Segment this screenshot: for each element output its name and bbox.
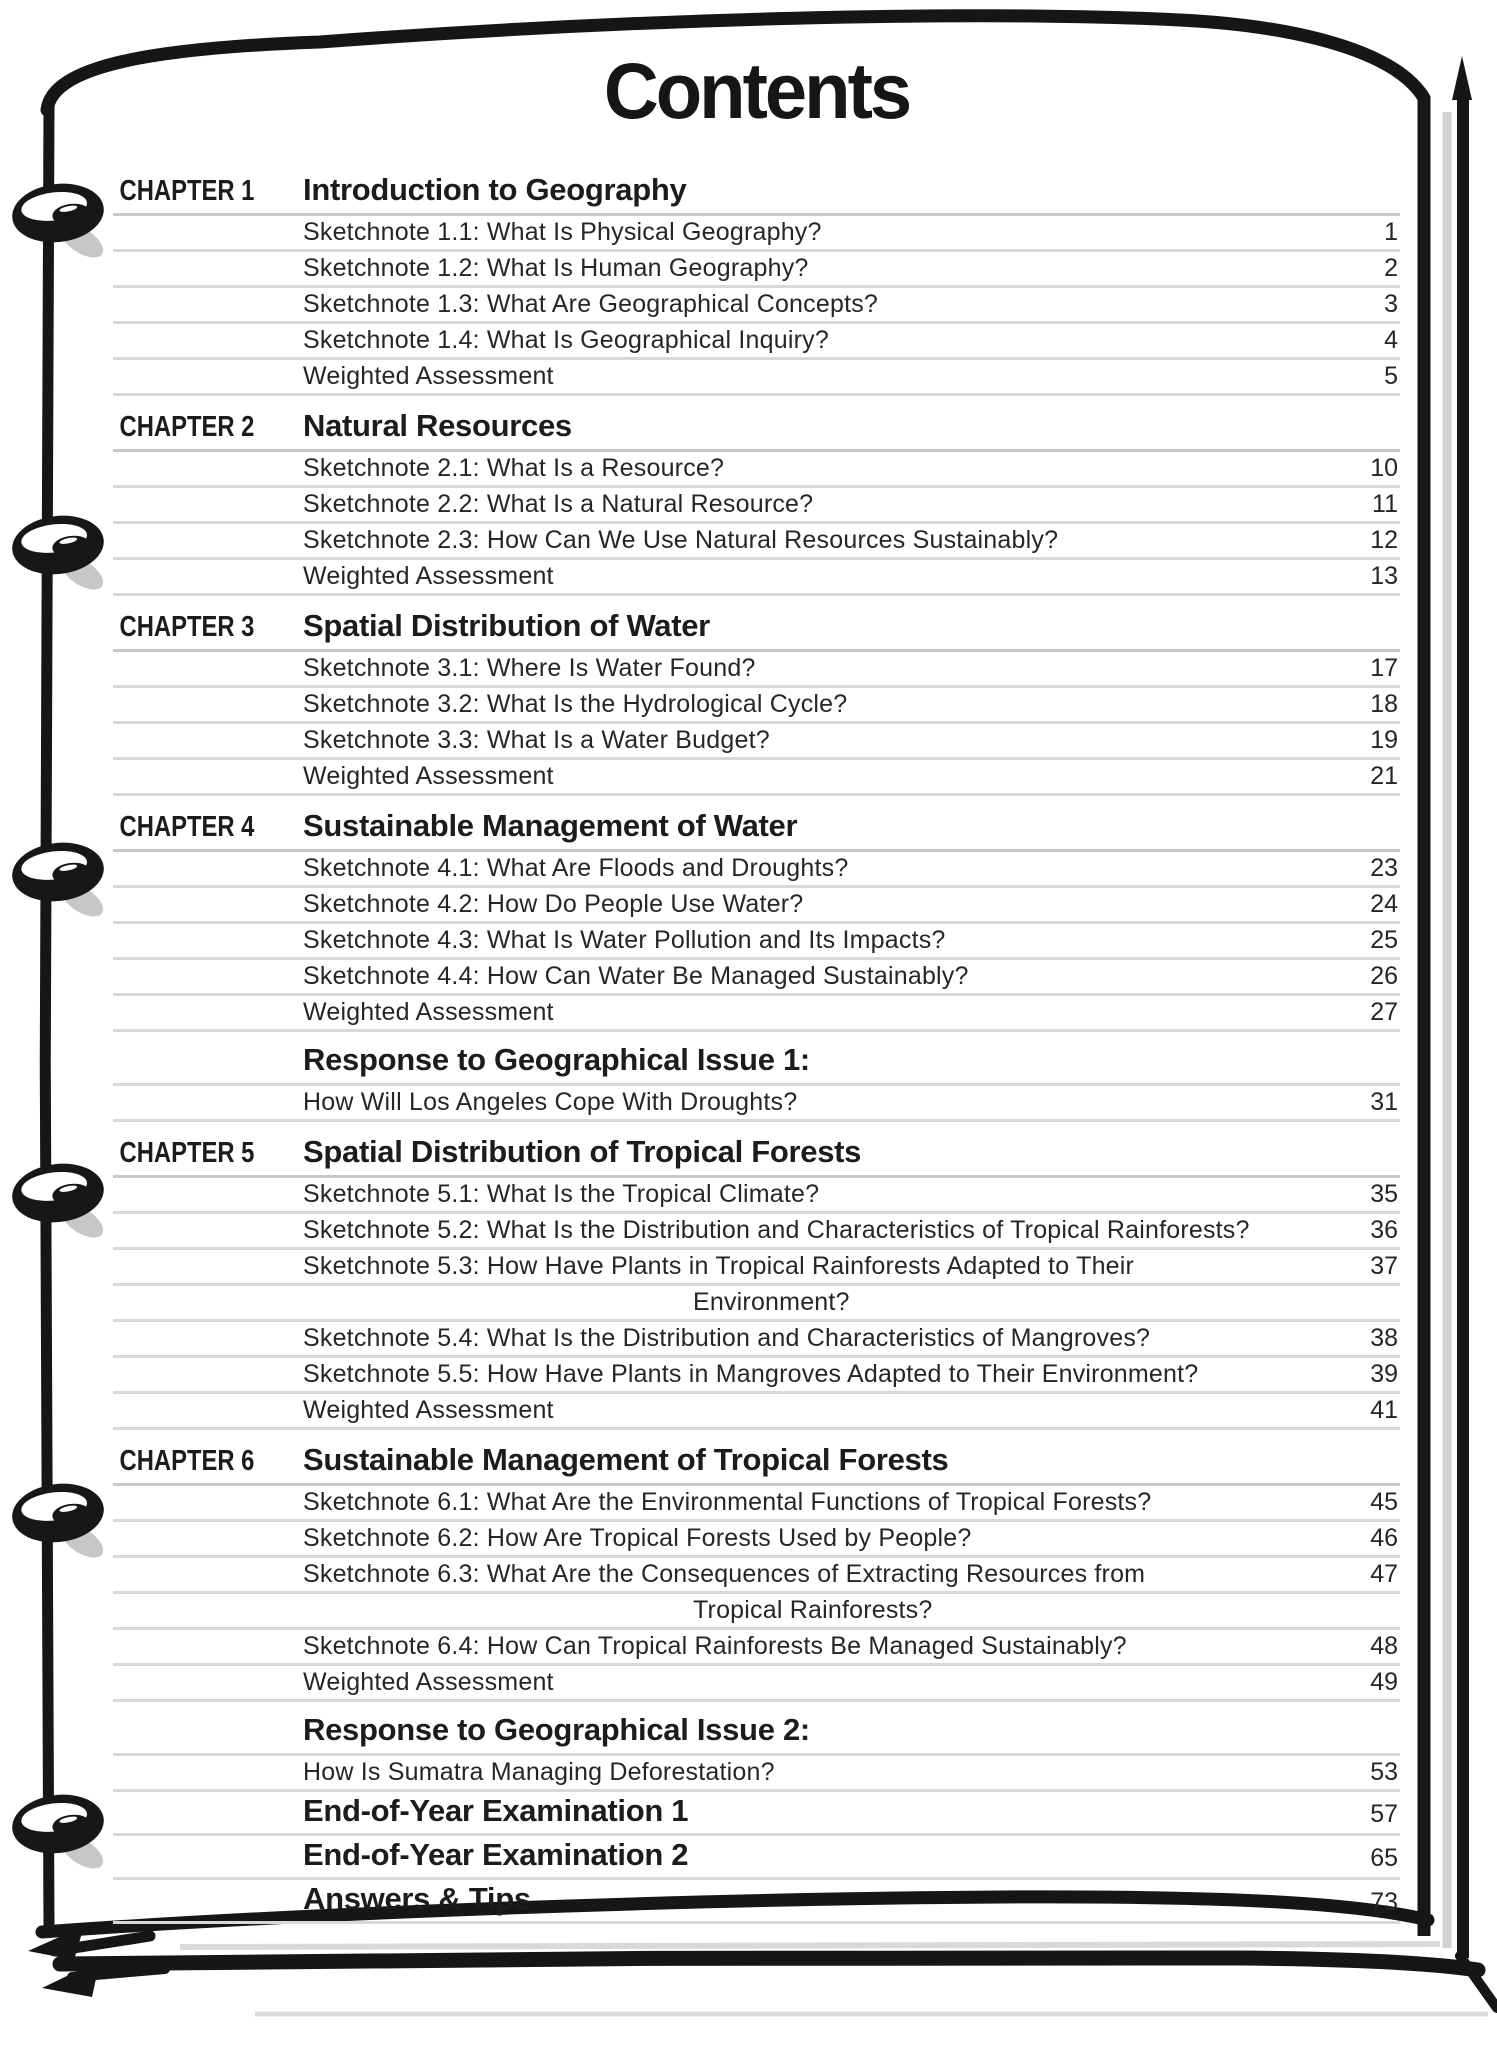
back-matter-title: Answers & Tips: [303, 1881, 531, 1916]
chapter-title: Sustainable Management of Tropical Forests: [303, 1442, 949, 1477]
page-number: 23: [1370, 854, 1398, 882]
chapter-title: Natural Resources: [303, 408, 572, 443]
entry-text: Sketchnote 6.4: How Can Tropical Rainforests Be Managed Sustainably?: [303, 1632, 1127, 1660]
entry-text: Sketchnote 1.4: What Is Geographical Inquiry?: [303, 326, 829, 354]
entry-text: Sketchnote 2.1: What Is a Resource?: [303, 454, 725, 482]
page-number: 5: [1384, 362, 1398, 390]
page-number: 48: [1370, 1632, 1398, 1660]
page-number: 21: [1370, 762, 1398, 790]
toc-entry: [113, 996, 1400, 1032]
toc-entry: [113, 1522, 1400, 1558]
page-edge-lines: [1424, 56, 1497, 2008]
toc-entry: [113, 1666, 1400, 1702]
page-number: 57: [1370, 1800, 1398, 1828]
bottom-scribble: [28, 1926, 165, 1997]
chapter-label: CHAPTER 1: [119, 175, 255, 207]
page-number: 4: [1384, 326, 1398, 354]
page-number: 65: [1370, 1844, 1398, 1872]
toc-entry: [113, 1178, 1400, 1214]
toc-entry: [113, 488, 1400, 524]
page-title: Contents: [603, 47, 910, 136]
entry-text: Tropical Rainforests?: [693, 1596, 933, 1624]
entry-text: Sketchnote 5.2: What Is the Distribution and Characteristics of Tropical Rainforests?: [303, 1216, 1250, 1244]
back-matter-title: End-of-Year Examination 2: [303, 1837, 689, 1872]
entry-text: Sketchnote 2.3: How Can We Use Natural Resources Sustainably?: [303, 526, 1059, 554]
chapter-heading: [113, 160, 1400, 216]
entry-text: Sketchnote 4.2: How Do People Use Water?: [303, 890, 804, 918]
page-number: 12: [1370, 526, 1398, 554]
toc-entry: [113, 1486, 1400, 1522]
issue-title: Response to Geographical Issue 1:: [303, 1042, 810, 1077]
page-number: 25: [1370, 926, 1398, 954]
page-number: 19: [1370, 726, 1398, 754]
toc-entry: [113, 1756, 1400, 1792]
chapter-title: Sustainable Management of Water: [303, 808, 798, 843]
chapter-heading: [113, 396, 1400, 452]
entry-text: Sketchnote 5.3: How Have Plants in Tropical Rainforests Adapted to Their: [303, 1252, 1135, 1280]
toc-entry: [113, 1322, 1400, 1358]
back-matter-entry: [113, 1880, 1400, 1924]
page-number: 10: [1370, 454, 1398, 482]
entry-text: How Is Sumatra Managing Deforestation?: [303, 1758, 775, 1786]
page-number: 35: [1370, 1180, 1398, 1208]
toc-entry: [113, 1630, 1400, 1666]
toc-entry: [113, 852, 1400, 888]
chapter-label: CHAPTER 5: [119, 1137, 255, 1169]
toc-entry: [113, 1358, 1400, 1394]
chapter-label: CHAPTER 4: [119, 811, 255, 843]
toc-entry: [113, 524, 1400, 560]
entry-text: Weighted Assessment: [303, 362, 554, 390]
entry-text: Sketchnote 3.3: What Is a Water Budget?: [303, 726, 770, 754]
chapter-heading: [113, 596, 1400, 652]
entry-text: Weighted Assessment: [303, 762, 554, 790]
chapter-heading: [113, 796, 1400, 852]
toc-entry: [113, 688, 1400, 724]
page-number: 45: [1370, 1488, 1398, 1516]
entry-text: Sketchnote 5.5: How Have Plants in Mangroves Adapted to Their Environment?: [303, 1360, 1199, 1388]
toc-entry: [113, 924, 1400, 960]
back-matter-entry: [113, 1792, 1400, 1836]
entry-text: Environment?: [693, 1288, 850, 1316]
entry-text: Sketchnote 5.4: What Is the Distribution and Characteristics of Mangroves?: [303, 1324, 1151, 1352]
chapter-title: Spatial Distribution of Water: [303, 608, 710, 643]
entry-text: Sketchnote 1.1: What Is Physical Geography?: [303, 218, 822, 246]
page-number: 53: [1370, 1758, 1398, 1786]
toc-entry: [113, 252, 1400, 288]
page-number: 27: [1370, 998, 1398, 1026]
toc-entry: [113, 560, 1400, 596]
toc-entry: [113, 360, 1400, 396]
issue-heading: [113, 1032, 1400, 1086]
page-number: 46: [1370, 1524, 1398, 1552]
entry-text: Sketchnote 1.3: What Are Geographical Concepts?: [303, 290, 879, 318]
page-number: 37: [1370, 1252, 1398, 1280]
toc-entry: [113, 324, 1400, 360]
toc-entry: [113, 652, 1400, 688]
page-number: 3: [1384, 290, 1398, 318]
toc-entry: [113, 760, 1400, 796]
page-number: 17: [1370, 654, 1398, 682]
page-number: 31: [1370, 1088, 1398, 1116]
page-number: 49: [1370, 1668, 1398, 1696]
entry-text: Sketchnote 6.2: How Are Tropical Forests Used by People?: [303, 1524, 972, 1552]
toc-entry: [113, 1086, 1400, 1122]
entry-text: Sketchnote 6.3: What Are the Consequences of Extracting Resources from: [303, 1560, 1146, 1588]
entry-text: Sketchnote 4.3: What Is Water Pollution and Its Impacts?: [303, 926, 946, 954]
toc-entry: [113, 888, 1400, 924]
chapter-label: CHAPTER 3: [119, 611, 255, 643]
toc-entry-continuation: [113, 1286, 1400, 1322]
page-number: 13: [1370, 562, 1398, 590]
entry-text: Weighted Assessment: [303, 998, 554, 1026]
page-number: 39: [1370, 1360, 1398, 1388]
toc-entry: [113, 216, 1400, 252]
page-number: 26: [1370, 962, 1398, 990]
entry-text: Sketchnote 2.2: What Is a Natural Resource?: [303, 490, 814, 518]
entry-text: Sketchnote 4.1: What Are Floods and Droughts?: [303, 854, 849, 882]
page-number: 41: [1370, 1396, 1398, 1424]
page-number: 38: [1370, 1324, 1398, 1352]
page-number: 2: [1384, 254, 1398, 282]
chapter-heading: [113, 1122, 1400, 1178]
back-matter-entry: [113, 1836, 1400, 1880]
page-number: 73: [1370, 1888, 1398, 1916]
page-number: 36: [1370, 1216, 1398, 1244]
toc-entry: [113, 960, 1400, 996]
entry-text: Sketchnote 6.1: What Are the Environmental Functions of Tropical Forests?: [303, 1488, 1152, 1516]
entry-text: Sketchnote 4.4: How Can Water Be Managed Sustainably?: [303, 962, 969, 990]
page-number: 1: [1384, 218, 1398, 246]
entry-text: Sketchnote 5.1: What Is the Tropical Climate?: [303, 1180, 820, 1208]
toc-entry: [113, 724, 1400, 760]
chapter-heading: [113, 1430, 1400, 1486]
back-matter-title: End-of-Year Examination 1: [303, 1793, 689, 1828]
chapter-label: CHAPTER 6: [119, 1445, 255, 1477]
chapter-title: Introduction to Geography: [303, 172, 687, 207]
toc-entry: [113, 1558, 1400, 1594]
page-number: 18: [1370, 690, 1398, 718]
entry-text: Sketchnote 1.2: What Is Human Geography?: [303, 254, 809, 282]
entry-text: How Will Los Angeles Cope With Droughts?: [303, 1088, 798, 1116]
page-number: 11: [1372, 490, 1398, 518]
chapter-label: CHAPTER 2: [119, 411, 255, 443]
toc-entry: [113, 1394, 1400, 1430]
toc-entry: [113, 1214, 1400, 1250]
toc-entry: [113, 288, 1400, 324]
entry-text: Weighted Assessment: [303, 1396, 554, 1424]
issue-title: Response to Geographical Issue 2:: [303, 1712, 810, 1747]
toc-entry-continuation: [113, 1594, 1400, 1630]
chapter-title: Spatial Distribution of Tropical Forests: [303, 1134, 862, 1169]
entry-text: Sketchnote 3.2: What Is the Hydrological Cycle?: [303, 690, 848, 718]
toc-entry: [113, 1250, 1400, 1286]
toc-entry: [113, 452, 1400, 488]
spine-line: [45, 104, 49, 1930]
page-number: 24: [1370, 890, 1398, 918]
entry-text: Weighted Assessment: [303, 562, 554, 590]
entry-text: Sketchnote 3.1: Where Is Water Found?: [303, 654, 756, 682]
page-number: 47: [1370, 1560, 1398, 1588]
toc-list: [113, 160, 1400, 1924]
entry-text: Weighted Assessment: [303, 1668, 554, 1696]
issue-heading: [113, 1702, 1400, 1756]
